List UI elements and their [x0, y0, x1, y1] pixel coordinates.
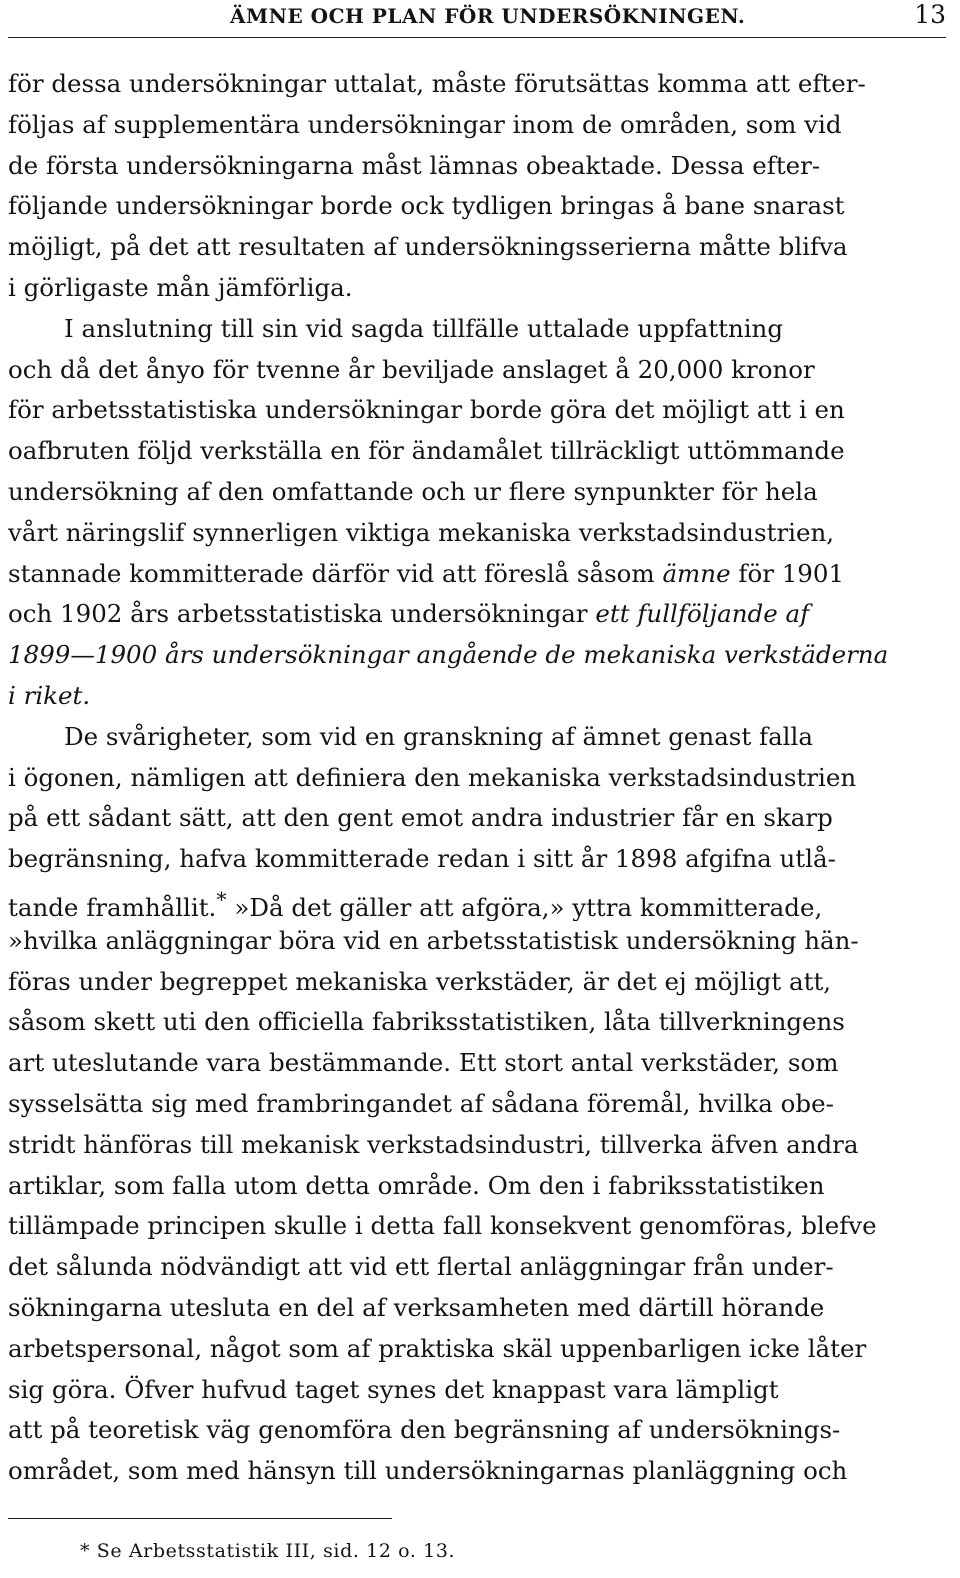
text-line: »hvilka anläggningar böra vid en arbetsstatistisk undersökning hän- [8, 925, 859, 955]
page-number: 13 [914, 0, 946, 29]
text-line: för dessa undersökningar uttalat, måste förutsättas komma att efter- [8, 69, 866, 98]
italic-segment: 1899—1900 års undersökningar angående de mekaniska verkstäderna [8, 640, 889, 670]
text-segment: stannade kommitterade därför vid att föreslå såsom [8, 558, 655, 588]
text-line: för arbetsstatistiska undersökningar borde göra det möjligt att i en [8, 395, 845, 425]
text-line: de första undersökningarna måst lämnas obeaktade. Dessa efter- [8, 150, 821, 180]
text-line: stridt hänföras till mekanisk verkstadsindustri, tillverka äfven andra [8, 1129, 859, 1159]
text-line: art uteslutande vara bestämmande. Ett stort antal verkstäder, som [8, 1048, 839, 1078]
text-line: begränsning, hafva kommitterade redan i sitt år 1898 afgifna utlå- [8, 844, 836, 874]
text-line: möjligt, på det att resultaten af undersökningsserierna måtte blifva [8, 232, 848, 262]
text-line: i görligaste mån jämförliga. [8, 272, 353, 302]
text-line: området, som med hänsyn till undersökningarnas planläggning och [8, 1456, 848, 1486]
text-line: oafbruten följd verkställa en för ändamålet tillräckligt uttömmande [8, 436, 845, 466]
footnote-rule [8, 1518, 392, 1519]
text-line [8, 635, 946, 676]
text-line: att på teoretisk väg genomföra den begränsning af undersöknings- [8, 1415, 841, 1445]
text-line: I anslutning till sin vid sagda tillfälle uttalade uppfattning [64, 313, 784, 343]
text-line: sökningarna utesluta en del af verksamheten med därtill hörande [8, 1292, 825, 1322]
text-line: på ett sådant sätt, att den gent emot andra industrier får en skarp [8, 803, 833, 833]
text-segment: »Då det gäller att afgöra,» yttra kommitterade, [234, 893, 823, 921]
text-line [8, 554, 946, 595]
running-head: ÄMNE OCH PLAN FÖR UNDERSÖKNINGEN. [230, 4, 746, 28]
text-line: följande undersökningar borde ock tydligen bringas å bane snarast [8, 191, 845, 221]
text-segment: och 1902 års arbetsstatistiska undersökningar [8, 599, 588, 629]
body-text [8, 64, 946, 1492]
text-line [8, 880, 946, 921]
text-line [8, 676, 946, 717]
text-line: tillämpade principen skulle i detta fall konsekvent genomföras, blefve [8, 1211, 877, 1241]
text-line: följas af supplementära undersökningar inom de områden, som vid [8, 109, 842, 139]
text-segment: för 1901 [738, 558, 845, 588]
text-line: sysselsätta sig med frambringandet af sådana föremål, hvilka obe- [8, 1088, 834, 1118]
text-line: undersökning af den omfattande och ur flere synpunkter för hela [8, 476, 818, 506]
text-line: föras under begreppet mekaniska verkstäder, är det ej möjligt att, [8, 966, 832, 996]
text-line: artiklar, som falla utom detta område. Om den i fabriksstatistiken [8, 1170, 825, 1200]
text-segment: tande framhållit. [8, 893, 217, 921]
footnote-marker: * [216, 887, 227, 912]
header-rule [8, 37, 946, 38]
page-header [8, 0, 946, 38]
text-line: sig göra. Öfver hufvud taget synes det knappast vara lämpligt [8, 1374, 779, 1404]
italic-segment: ett fullföljande af [595, 599, 810, 629]
text-line: och då det ånyo för tvenne år beviljade anslaget å 20,000 kronor [8, 354, 815, 384]
text-line: De svårigheter, som vid en granskning af ämnet genast falla [64, 721, 813, 751]
text-line: arbetspersonal, något som af praktiska skäl uppenbarligen icke låter [8, 1333, 867, 1363]
italic-segment: ämne [662, 558, 731, 588]
text-line [8, 594, 946, 635]
italic-segment: i riket. [8, 680, 91, 710]
text-line: det sålunda nödvändigt att vid ett flertal anläggningar från under- [8, 1252, 834, 1282]
text-line: såsom skett uti den officiella fabriksstatistiken, låta tillverkningens [8, 1007, 845, 1037]
text-line: i ögonen, nämligen att definiera den mekaniska verkstadsindustrien [8, 762, 857, 792]
text-line: vårt näringslif synnerligen viktiga mekaniska verkstadsindustrien, [8, 517, 835, 547]
footnote: * Se Arbetsstatistik III, sid. 12 o. 13. [80, 1540, 456, 1562]
